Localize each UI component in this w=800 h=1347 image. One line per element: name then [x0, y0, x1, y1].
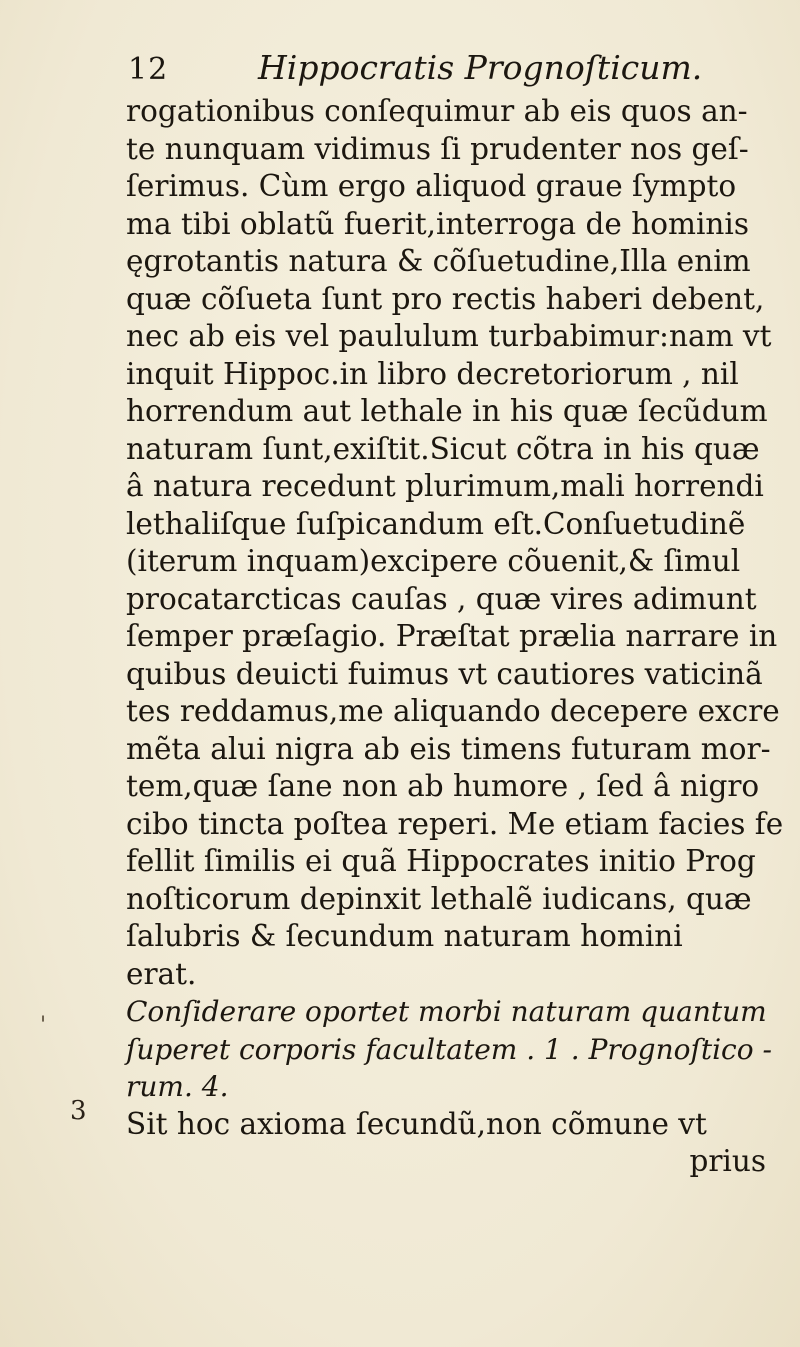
text-line: rogationibus conſequimur ab eis quos an-: [126, 94, 748, 128]
text-line: inquit Hippoc.in libro decretoriorum , nil: [126, 356, 739, 391]
text-line: te nunquam vidimus ſi prudenter nos geſ-: [126, 131, 749, 166]
text-line: quæ cõſueta ſunt pro rectis haberi debent,: [126, 281, 765, 316]
text-line: ma tibi oblatũ fuerit,interroga de hominis: [126, 206, 749, 241]
text-line: procatarcticas cauſas , quæ vires adimunt: [126, 581, 757, 616]
text-line: lethaliſque ſuſpicandum eſt.Conſuetudinẽ: [126, 506, 746, 541]
text-line: tes reddamus,me aliquando decepere excre: [126, 694, 780, 728]
aphorism-heading-line: ſuperet corporis facultatem . 1 . Prognoſtico -: [126, 1032, 772, 1066]
text-line: noſticorum depinxit lethalẽ iudicans, quæ: [126, 881, 752, 916]
page-header: [128, 46, 768, 94]
text-line: ęgrotantis natura & cõſuetudine,Illa enim: [126, 244, 751, 278]
text-line: quibus deuicti fuimus vt cautiores vaticinã: [126, 656, 763, 691]
main-text: [126, 93, 784, 1181]
text-line: ſerimus. Cùm ergo aliquod graue ſympto: [126, 169, 737, 203]
running-head: Hippocratis Prognoſticum.: [258, 48, 703, 87]
aphorism-heading-line: Conſiderare oportet morbi naturam quantum: [126, 995, 767, 1028]
text-line: â natura recedunt plurimum,mali horrendi: [126, 469, 764, 503]
text-line: tem,quæ ſane non ab humore , ſed â nigro: [126, 769, 760, 803]
text-line: ſemper præſagio. Præſtat prælia narrare in: [126, 619, 778, 653]
text-line: horrendum aut lethale in his quæ ſecũdum: [126, 394, 768, 428]
text-line: mẽta alui nigra ab eis timens futuram mor-: [126, 731, 771, 766]
margin-mark: ': [40, 1013, 47, 1038]
text-line: fellit ſimilis ei quã Hippocrates initio Prog: [126, 844, 756, 878]
catchword: prius: [689, 1144, 766, 1178]
text-line: naturam ſunt,exiſtit.Sicut cõtra in his quæ: [126, 431, 760, 466]
text-line: Sit hoc axioma ſecundũ,non cõmune vt: [126, 1106, 707, 1141]
aphorism-heading-line: rum. 4.: [126, 1070, 229, 1103]
text-line: (iterum inquam)excipere cõuenit,& ſimul: [126, 544, 741, 578]
margin-note-number: 3: [70, 1096, 87, 1126]
page-number: 12: [128, 52, 169, 87]
text-line: erat.: [126, 956, 197, 991]
text-line: cibo tincta poſtea reperi. Me etiam facies fe: [126, 806, 784, 841]
text-line: nec ab eis vel paululum turbabimur:nam vt: [126, 319, 772, 353]
text-line: ſalubris & ſecundum naturam homini: [126, 919, 683, 953]
